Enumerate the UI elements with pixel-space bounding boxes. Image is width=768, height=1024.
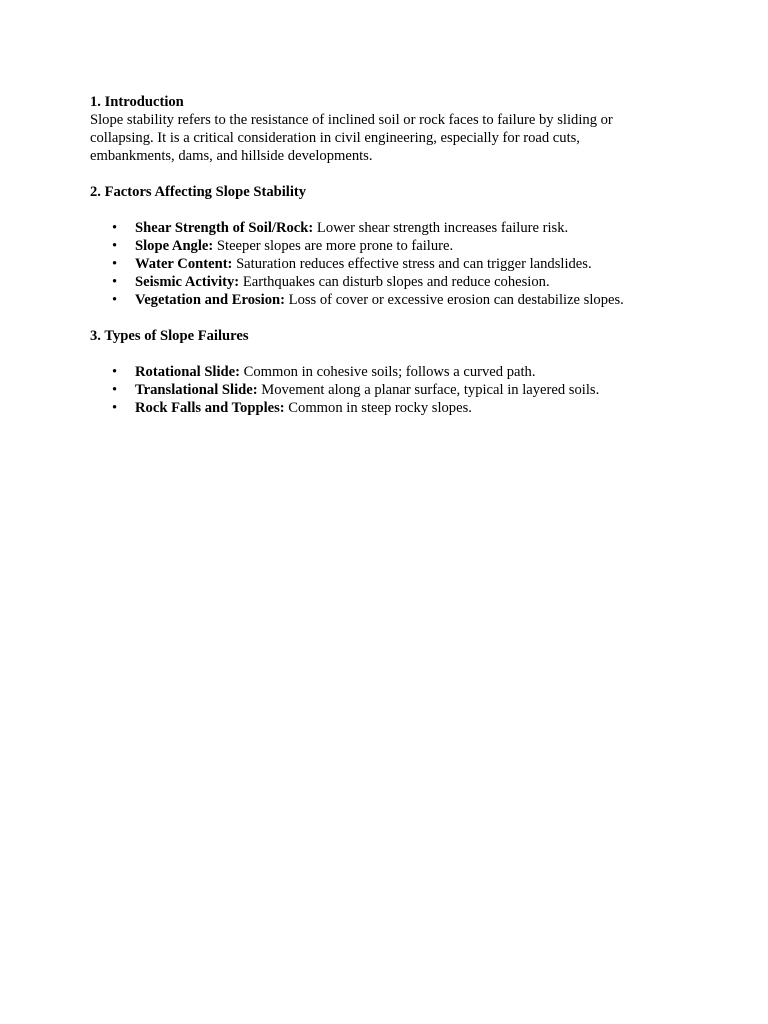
item-text: Saturation reduces effective stress and can trigger landslides. (232, 256, 592, 272)
bullet-icon: • (112, 274, 118, 290)
introduction-paragraph: Slope stability refers to the resistance of inclined soil or rock faces to failure by sliding or collapsing. It is a critical consideration in civil engineering, especially for road cuts, embankments, dams, and hillside developments. (90, 112, 613, 164)
item-text: Loss of cover or excessive erosion can destabilize slopes. (285, 292, 624, 308)
list-item (90, 219, 690, 237)
bullet-icon: • (112, 256, 118, 272)
bullet-icon: • (112, 364, 118, 380)
item-text: Common in cohesive soils; follows a curved path. (240, 364, 536, 380)
item-text: Earthquakes can disturb slopes and reduce cohesion. (239, 274, 550, 290)
list-item (90, 363, 690, 381)
bullet-icon: • (112, 238, 118, 254)
bullet-icon: • (112, 382, 118, 398)
section-heading: 3. Types of Slope Failures (90, 328, 249, 344)
section-heading: 2. Factors Affecting Slope Stability (90, 184, 307, 200)
list-item (90, 255, 690, 273)
item-term: Rock Falls and Topples: (135, 400, 285, 416)
item-term: Vegetation and Erosion: (135, 292, 286, 308)
section-failure-types (90, 327, 690, 417)
item-text: Steeper slopes are more prone to failure. (213, 238, 454, 254)
factors-list (90, 219, 690, 309)
item-term: Rotational Slide: (135, 364, 240, 380)
bullet-icon: • (112, 292, 118, 308)
bullet-icon: • (112, 220, 118, 236)
item-term: Water Content: (135, 256, 233, 272)
item-term: Translational Slide: (135, 382, 258, 398)
section-factors (90, 183, 690, 309)
item-text: Lower shear strength increases failure risk. (313, 220, 569, 236)
item-text: Common in steep rocky slopes. (284, 400, 472, 416)
bullet-icon: • (112, 400, 118, 416)
section-heading: 1. Introduction (90, 94, 184, 110)
list-item (90, 237, 690, 255)
list-item (90, 381, 690, 399)
list-item (90, 399, 690, 417)
item-term: Shear Strength of Soil/Rock: (135, 220, 314, 236)
failure-types-list (90, 363, 690, 417)
list-item (90, 273, 690, 291)
document-page (90, 93, 690, 417)
list-item (90, 291, 690, 309)
item-term: Seismic Activity: (135, 274, 240, 290)
item-text: Movement along a planar surface, typical in layered soils. (257, 382, 600, 398)
section-introduction (90, 93, 690, 165)
item-term: Slope Angle: (135, 238, 214, 254)
